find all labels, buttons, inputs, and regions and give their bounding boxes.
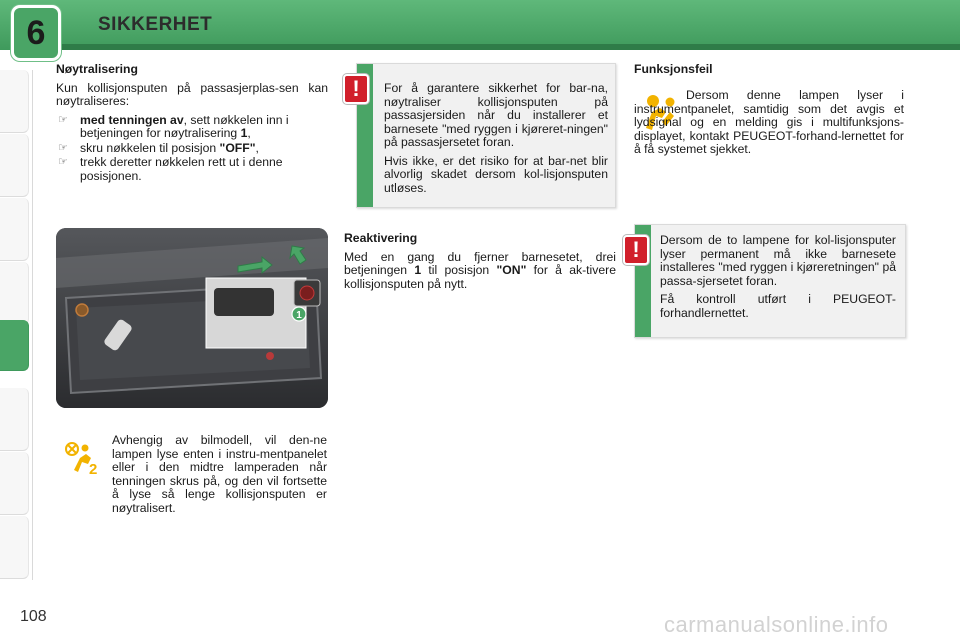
svg-text:2: 2	[89, 461, 98, 476]
bullet-text: skru nøkkelen til posisjon	[80, 140, 220, 155]
fault-text-block	[634, 89, 904, 162]
photo-callout-number: 1	[296, 310, 302, 321]
chapter-badge	[14, 8, 58, 58]
bullet-text: trekk deretter nøkkelen rett ut i denne posisjonen.	[80, 155, 283, 183]
fault-text: Dersom denne lampen lyser i instrumentpanelet, samtidig som det avgis et lydsignal og en melding gis i multifunksjons-displayet, kontakt PEUGEOT-forhand-lernettet for å få systemet sjekket.	[634, 88, 904, 156]
pointing-hand-icon: ☞	[58, 156, 68, 168]
text-span: til posisjon	[421, 263, 497, 277]
airbag-off-icon	[60, 440, 104, 481]
fault-heading: Funksjonsfeil	[634, 62, 713, 76]
reactivation-text	[344, 251, 616, 292]
bullet-tail: ,	[247, 126, 251, 140]
side-tab[interactable]	[0, 70, 29, 133]
text-span-bold: 1	[414, 263, 422, 277]
page-number: 108	[20, 608, 47, 625]
switch-location-photo	[56, 228, 328, 408]
pointing-hand-icon: ☞	[58, 141, 68, 154]
list-item	[56, 114, 328, 141]
bullet-text: , sett nøkkelen inn i betjeningen for nøytralisering	[80, 112, 289, 140]
side-tab-active[interactable]	[0, 320, 29, 371]
list-item	[56, 156, 328, 183]
reactivation-section	[344, 232, 616, 296]
list-item	[56, 142, 328, 156]
chapter-number: 6	[26, 13, 46, 52]
chapter-title: SIKKERHET	[98, 14, 213, 35]
fault-section	[634, 63, 904, 82]
neutralisation-intro: Kun kollisjonsputen på passasjerplas-sen kan nøytraliseres:	[56, 80, 328, 108]
bullet-bold: med tenningen av	[80, 112, 184, 127]
indicator-note-text: Avhengig av bilmodell, vil den-ne lampen lyse enten i instru-mentpanelet eller i den midtre lamperaden når tenningen skrus på, og den vil fortsette å lyse så lenge kollisjonsputen er nøytralisert.	[112, 433, 327, 515]
warning-exclamation-icon: !	[343, 74, 369, 104]
side-tab[interactable]	[0, 388, 29, 451]
bullet-tail: ,	[255, 140, 259, 155]
text-span-bold: "ON"	[496, 263, 527, 277]
text-span: Med en gang du fjerner barnesetet, drei betjeningen	[344, 249, 616, 277]
text-span: for å ak-tivere kollisjonsputen på nytt.	[344, 263, 616, 291]
side-chapter-tabs	[0, 70, 33, 580]
side-tab[interactable]	[0, 198, 29, 261]
warning-paragraph: For å garantere sikkerhet for bar-na, nøytraliser kollisjonsputen på passasjersiden når du installerer et barnesete "med ryggen i kjøreret-ningen" på passasjersetet foran.	[384, 81, 608, 149]
watermark-text: carmanualsonline.info	[664, 612, 889, 637]
bullet-bold: 1	[240, 126, 248, 140]
glovebox-illustration	[56, 228, 328, 408]
warning-paragraph: Dersom de to lampene for kol-lisjonsputer lyser permanent må ikke barnesete installeres "med ryggen i kjøreretningen" på passa-sjersetet foran.	[660, 233, 896, 288]
neutralisation-section	[56, 63, 328, 184]
warning-text-block	[384, 82, 608, 200]
reactivation-heading: Reaktivering	[344, 231, 418, 245]
indicator-note	[112, 434, 327, 520]
bullet-bold: "OFF"	[219, 140, 256, 155]
side-tab[interactable]	[0, 452, 29, 515]
warning-exclamation-icon: !	[623, 235, 649, 265]
neutralisation-heading: Nøytralisering	[56, 62, 138, 76]
warning-paragraph: Hvis ikke, er det risiko for at bar-net blir alvorlig skadet dersom kol-lisjonsputen utløses.	[384, 153, 608, 195]
warning-paragraph: Få kontroll utført i PEUGEOT-forhandlernettet.	[660, 292, 896, 320]
side-tab[interactable]	[0, 262, 29, 325]
side-tab[interactable]	[0, 134, 29, 197]
side-tab[interactable]	[0, 516, 29, 579]
warning-text-block	[660, 234, 896, 325]
header-stripe	[60, 44, 960, 50]
pointing-hand-icon: ☞	[58, 113, 68, 126]
